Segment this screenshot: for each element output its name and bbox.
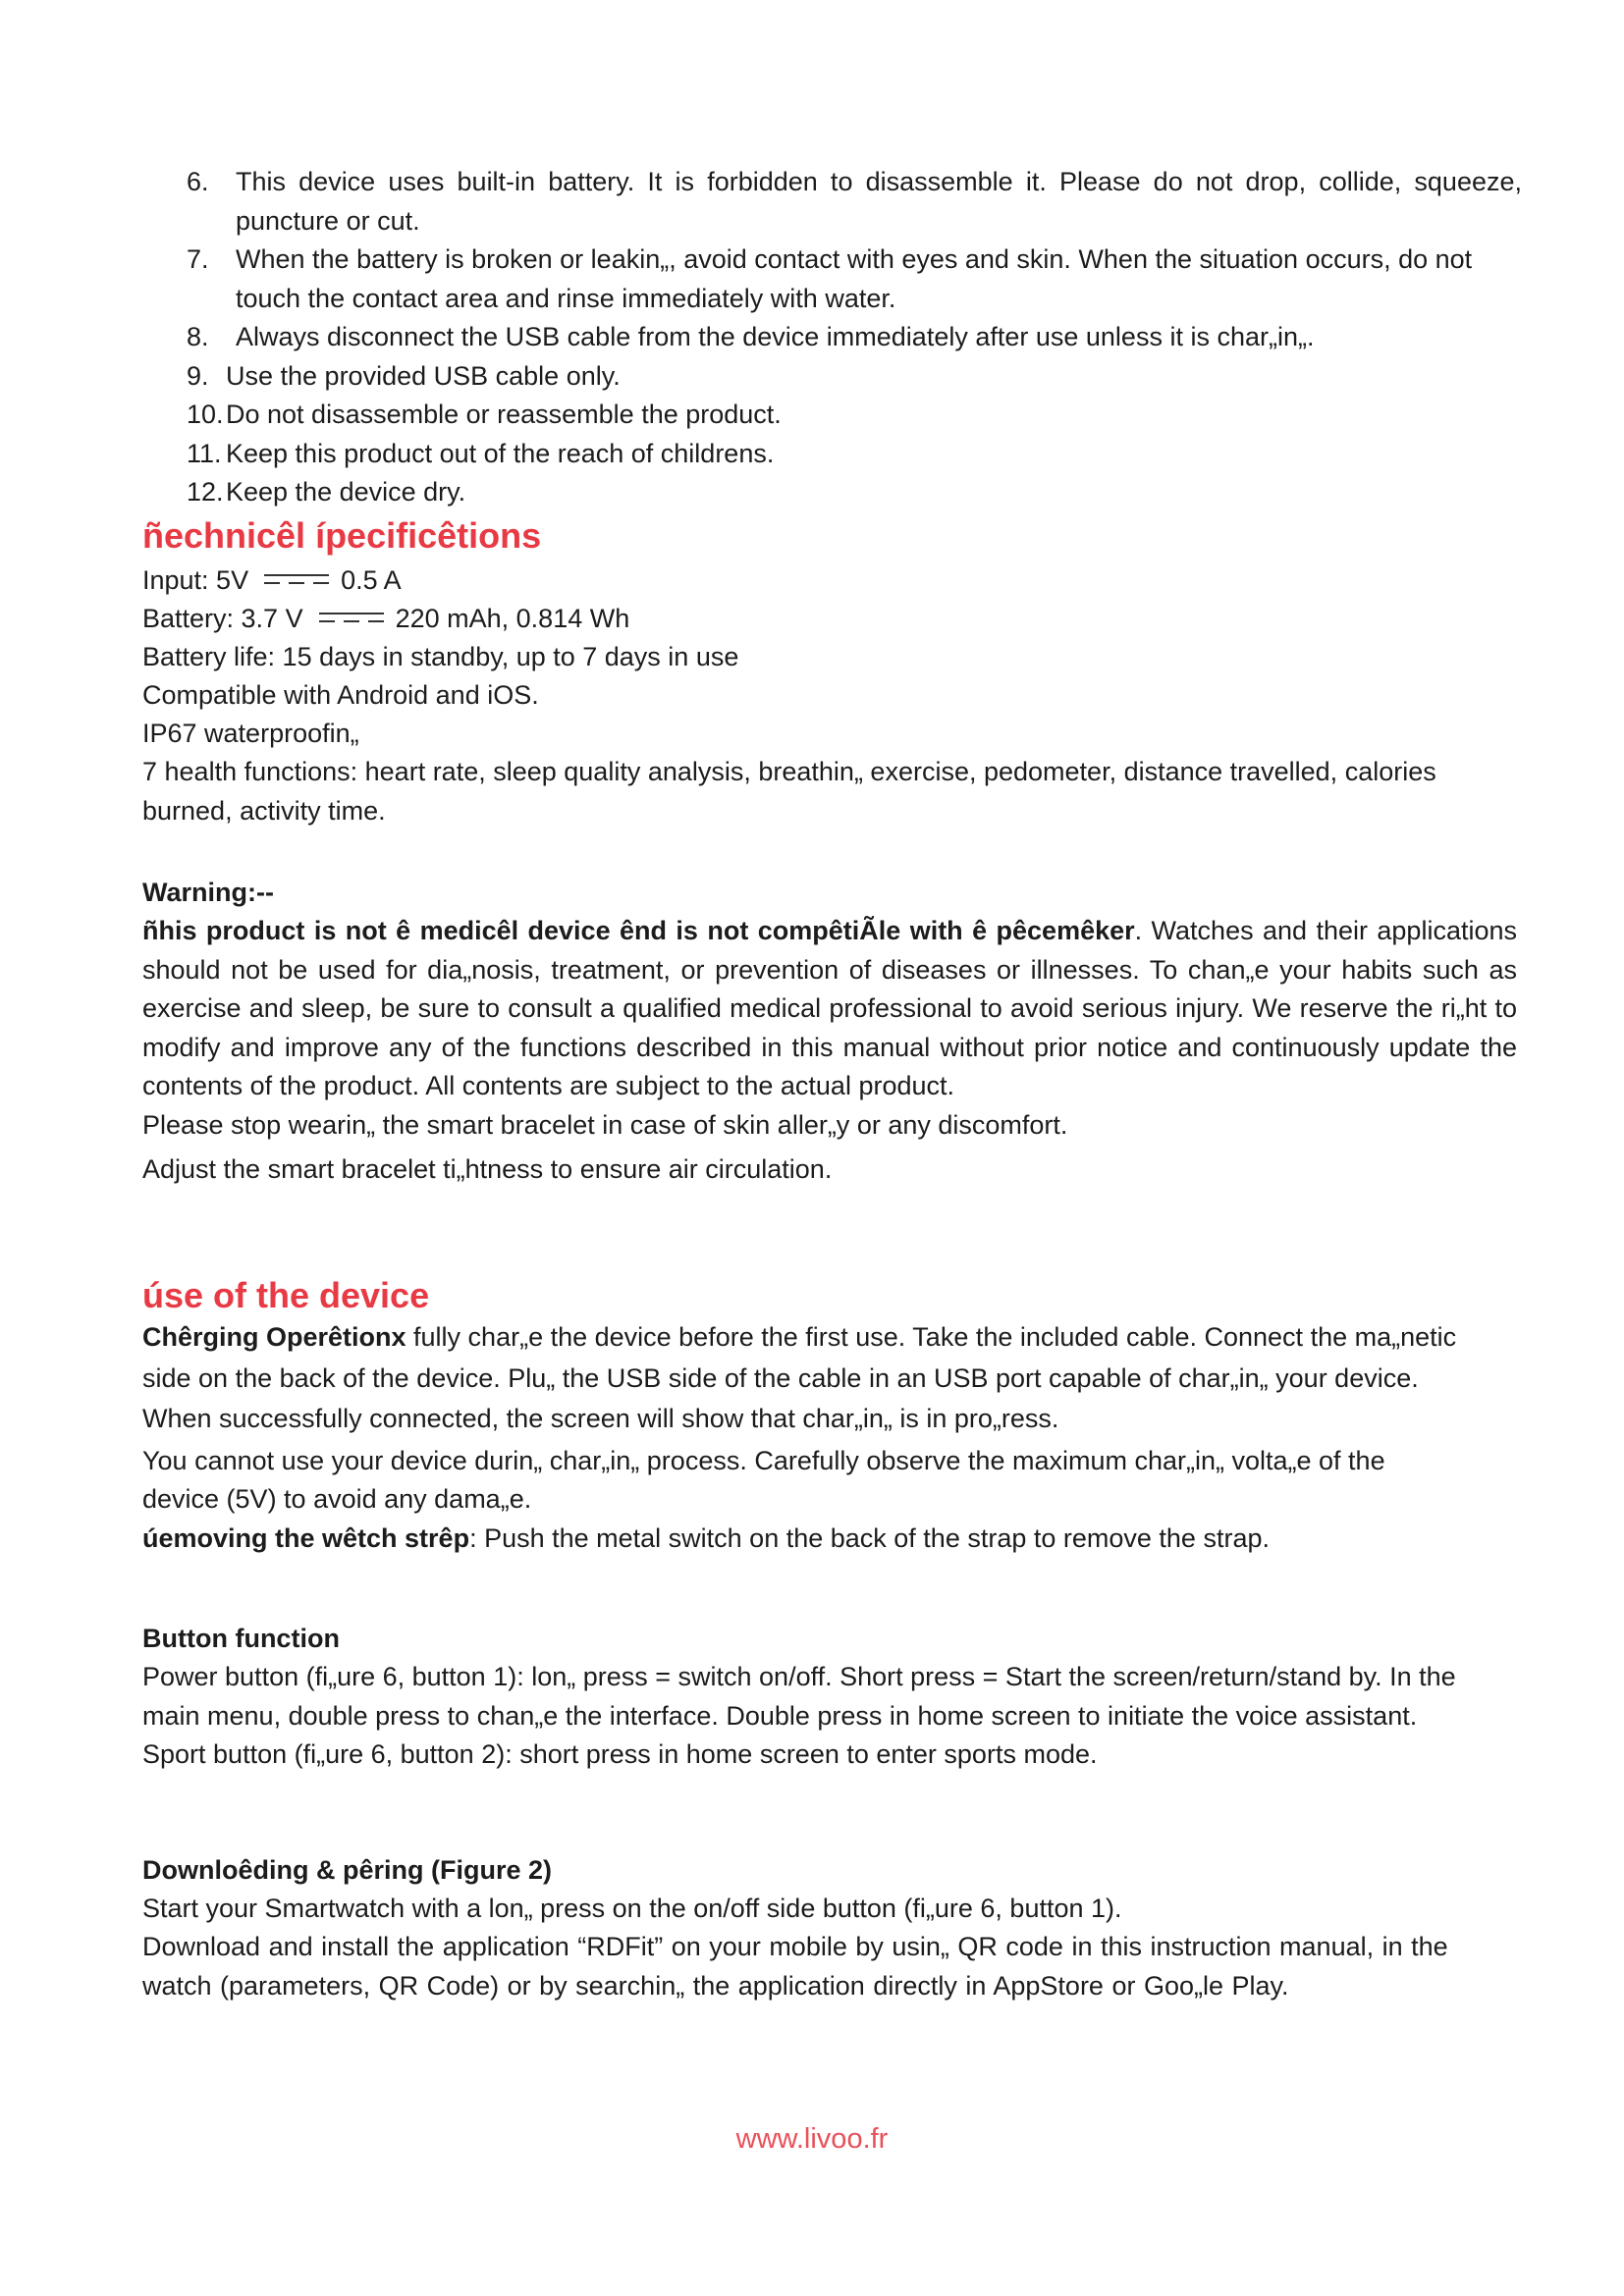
warning-stop-wearing: Please stop wearin„ the smart bracelet in case of skin aller„y or any discomfort. — [142, 1109, 1068, 1140]
list-text: Do not disassemble or reassemble the product. — [226, 400, 782, 429]
downloading-start: Start your Smartwatch with a lon„ press on the on/off side button (fi„ure 6, button 1). — [142, 1894, 1122, 1923]
warning-body-text: . Watches and their applications should not be used for dia„nosis, treatment, or prevention of diseases or illnesses. To chan„e your habits such as exercise and sleep, be sure to consult a qualified medical professional to avoid serious injury. We reserve the ri„ht to modify and improve any of the functions described in this manual without prior notice and continuously update the contents of the product. All contents are subject to the actual product. — [142, 916, 1517, 1100]
list-number: 11. — [187, 438, 222, 468]
power-button-text: Power button (fi„ure 6, button 1): lon„ press = switch on/off. Short press = Start the screen/return/stand by. In the main menu, double press to chan„e the interface. Double press in home screen to initiate the voice assistant. — [142, 1662, 1456, 1731]
list-item — [187, 240, 1522, 318]
list-number: 10. — [187, 400, 224, 429]
strap-text: : Push the metal switch on the back of the strap to remove the strap. — [469, 1522, 1270, 1553]
warning-adjust: Adjust the smart bracelet ti„htness to ensure air circulation. — [142, 1153, 833, 1184]
warning-paragraph — [142, 912, 1517, 1106]
list-item — [187, 473, 1522, 512]
downloading-install: Download and install the application “RDFit” on your mobile by usin„ QR code in this instruction manual, in the watch (parameters, QR Code) or by searchin„ the application directly in AppStore or Goo„le Play. — [142, 1932, 1448, 2001]
spec-compatible: Compatible with Android and iOS. — [142, 680, 539, 710]
charging-label: Chêrging Operêtionx — [142, 1322, 406, 1352]
button-function-heading: Button function — [142, 1624, 340, 1653]
footer-url[interactable]: www.livoo.fr — [735, 2123, 889, 2155]
strap-paragraph — [142, 1520, 1458, 1558]
charging-text: fully char„e the device before the first use. Take the included cable. Connect the ma„netic side on the back of the device. Plu„ the USB side of the cable in an USB port capable of char„in„ your device. When successfully connected, the screen will show that char„in„ is in pro„ress. — [142, 1322, 1457, 1433]
list-text: Use the provided USB cable only. — [226, 360, 621, 391]
spec-battery-label: Battery: 3.7 V — [142, 604, 303, 633]
list-text: Always disconnect the USB cable from the device immediately after use unless it is char„in„. — [236, 322, 1315, 351]
spec-waterproof: IP67 waterproofin„ — [142, 719, 359, 748]
warning-label: Warning:-- — [142, 878, 274, 907]
spec-input — [142, 561, 1517, 600]
spec-battery-life: Battery life: 15 days in standby, up to 7 days in use — [142, 642, 739, 671]
list-number: 8. — [187, 322, 209, 351]
warning-section — [142, 874, 1517, 1189]
list-number: 9. — [187, 360, 209, 391]
list-item — [187, 435, 1522, 474]
list-text: This device uses built-in battery. It is forbidden to disassemble it. Please do not drop, collide, squeeze, puncture or cut. — [236, 167, 1522, 236]
spec-battery-value: 220 mAh, 0.814 Wh — [395, 604, 630, 633]
safety-list — [187, 163, 1522, 512]
use-section — [142, 1274, 1458, 1558]
button-function-section — [142, 1620, 1458, 1774]
list-number: 6. — [187, 167, 209, 196]
charging-paragraph-2: You cannot use your device durin„ char„in„ process. Carefully observe the maximum char„in„ volta„e of the device (5V) to avoid any dama„e. — [142, 1445, 1385, 1514]
charging-paragraph — [142, 1317, 1458, 1440]
tech-specs-heading: ñechnicêl ípecificêtions — [142, 515, 542, 556]
sport-button-text: Sport button (fi„ure 6, button 2): short press in home screen to enter sports mode. — [142, 1739, 1098, 1769]
list-number: 12. — [187, 477, 224, 507]
tech-specs-section — [142, 514, 1517, 830]
list-item — [187, 357, 1522, 397]
list-item — [187, 396, 1522, 435]
list-text: Keep the device dry. — [226, 477, 466, 507]
dc-symbol-icon — [264, 573, 329, 585]
downloading-heading: Downloêding & pêring (Figure 2) — [142, 1855, 552, 1885]
downloading-section — [142, 1851, 1517, 2005]
use-heading: úse of the device — [142, 1275, 430, 1315]
list-item — [187, 318, 1522, 357]
list-item — [187, 163, 1522, 240]
spec-battery — [142, 600, 1517, 638]
spec-health-functions: 7 health functions: heart rate, sleep quality analysis, breathin„ exercise, pedometer, distance travelled, calories burned, activity time. — [142, 757, 1436, 826]
list-text: When the battery is broken or leakin„, avoid contact with eyes and skin. When the situation occurs, do not touch the contact area and rinse immediately with water. — [236, 244, 1473, 313]
warning-bold-text: ñhis product is not ê medicêl device ênd is not compêtiÃle with ê pêcemêker — [142, 916, 1135, 945]
strap-label: úemoving the wêtch strêp — [142, 1522, 470, 1553]
list-number: 7. — [187, 244, 209, 274]
spec-input-value: 0.5 A — [341, 565, 402, 595]
spec-input-label: Input: 5V — [142, 565, 249, 595]
list-text: Keep this product out of the reach of childrens. — [226, 438, 775, 468]
dc-symbol-icon — [319, 612, 384, 623]
